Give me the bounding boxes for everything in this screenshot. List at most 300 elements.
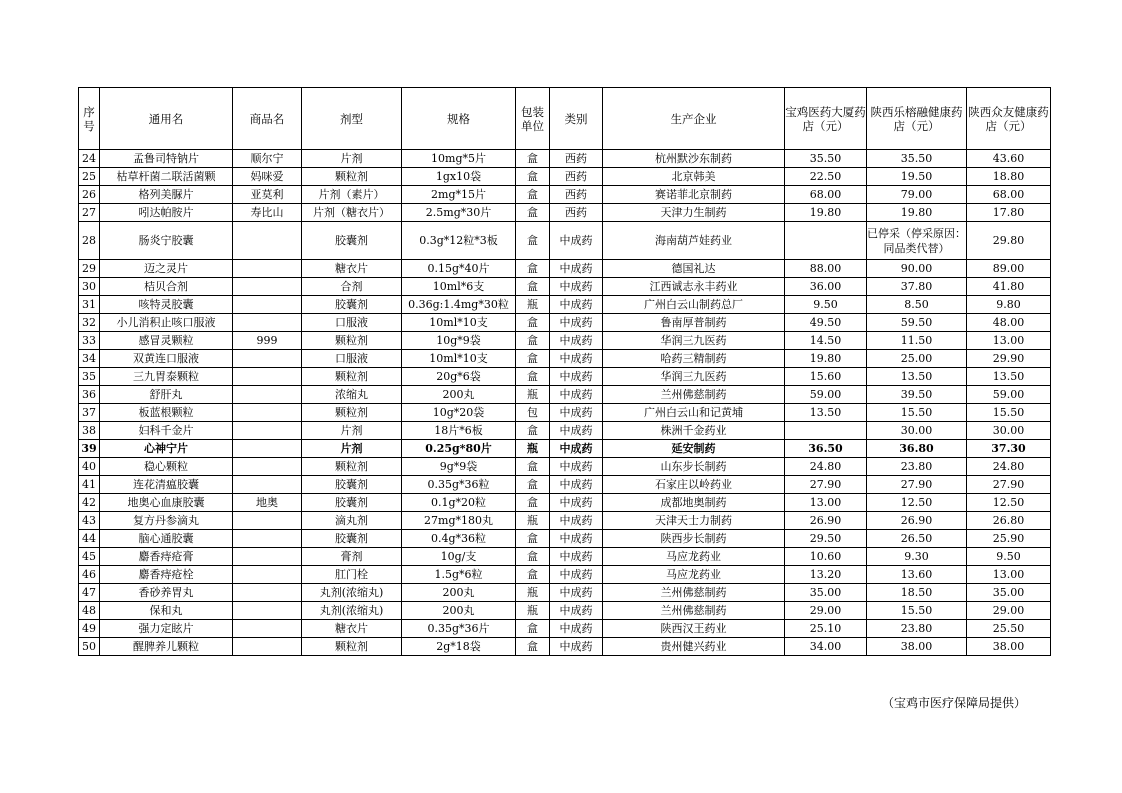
cell-store1-price: 36.50	[785, 440, 867, 458]
cell-category: 西药	[550, 186, 603, 204]
cell-store1-price: 35.50	[785, 150, 867, 168]
cell-generic-name: 复方丹参滴丸	[100, 512, 233, 530]
cell-store2-price: 27.90	[867, 476, 967, 494]
cell-brand-name	[233, 440, 302, 458]
cell-dosage-form: 颗粒剂	[302, 638, 402, 656]
cell-dosage-form: 膏剂	[302, 548, 402, 566]
col-header-category: 类别	[550, 88, 603, 150]
cell-spec: 1.5g*6粒	[402, 566, 516, 584]
cell-generic-name: 枯草杆菌二联活菌颗	[100, 168, 233, 186]
cell-spec: 18片*6板	[402, 422, 516, 440]
cell-store2-price: 12.50	[867, 494, 967, 512]
cell-store2-price: 36.80	[867, 440, 967, 458]
cell-spec: 10g*20袋	[402, 404, 516, 422]
cell-index: 26	[79, 186, 100, 204]
table-row	[79, 458, 1051, 476]
cell-index: 24	[79, 150, 100, 168]
table-row	[79, 404, 1051, 422]
table-row	[79, 548, 1051, 566]
cell-store2-price: 已停采（停采原因：同品类代替）	[867, 222, 967, 260]
cell-store3-price: 13.50	[967, 368, 1051, 386]
cell-store3-price: 29.80	[967, 222, 1051, 260]
table-row	[79, 204, 1051, 222]
cell-package-unit: 盒	[516, 548, 550, 566]
cell-manufacturer: 广州白云山和记黄埔	[603, 404, 785, 422]
cell-generic-name: 舒肝丸	[100, 386, 233, 404]
cell-package-unit: 包	[516, 404, 550, 422]
cell-index: 25	[79, 168, 100, 186]
cell-store3-price: 15.50	[967, 404, 1051, 422]
col-header-store2-price: 陕西乐榕融健康药店（元）	[867, 88, 967, 150]
cell-package-unit: 盒	[516, 222, 550, 260]
cell-manufacturer: 株洲千金药业	[603, 422, 785, 440]
cell-brand-name	[233, 404, 302, 422]
cell-store1-price: 29.50	[785, 530, 867, 548]
cell-manufacturer: 延安制药	[603, 440, 785, 458]
cell-package-unit: 盒	[516, 150, 550, 168]
cell-store1-price	[785, 222, 867, 260]
cell-index: 45	[79, 548, 100, 566]
cell-brand-name: 999	[233, 332, 302, 350]
col-header-store3-price: 陕西众友健康药店（元）	[967, 88, 1051, 150]
cell-dosage-form: 胶囊剂	[302, 476, 402, 494]
cell-spec: 2.5mg*30片	[402, 204, 516, 222]
cell-spec: 10ml*10支	[402, 314, 516, 332]
cell-brand-name	[233, 350, 302, 368]
table-row	[79, 260, 1051, 278]
cell-index: 32	[79, 314, 100, 332]
cell-store3-price: 30.00	[967, 422, 1051, 440]
cell-store2-price: 39.50	[867, 386, 967, 404]
cell-generic-name: 香砂养胃丸	[100, 584, 233, 602]
cell-category: 中成药	[550, 584, 603, 602]
cell-generic-name: 双黄连口服液	[100, 350, 233, 368]
table-row	[79, 186, 1051, 204]
cell-dosage-form: 胶囊剂	[302, 222, 402, 260]
cell-brand-name	[233, 530, 302, 548]
table-row	[79, 386, 1051, 404]
cell-generic-name: 保和丸	[100, 602, 233, 620]
cell-package-unit: 盒	[516, 168, 550, 186]
cell-index: 49	[79, 620, 100, 638]
cell-store3-price: 13.00	[967, 332, 1051, 350]
cell-store3-price: 38.00	[967, 638, 1051, 656]
cell-category: 中成药	[550, 368, 603, 386]
cell-package-unit: 盒	[516, 458, 550, 476]
cell-dosage-form: 颗粒剂	[302, 168, 402, 186]
cell-manufacturer: 马应龙药业	[603, 566, 785, 584]
cell-dosage-form: 丸剂(浓缩丸)	[302, 584, 402, 602]
cell-store3-price: 12.50	[967, 494, 1051, 512]
cell-store2-price: 26.50	[867, 530, 967, 548]
cell-store1-price: 88.00	[785, 260, 867, 278]
cell-package-unit: 盒	[516, 422, 550, 440]
cell-store1-price: 13.50	[785, 404, 867, 422]
cell-generic-name: 地奥心血康胶囊	[100, 494, 233, 512]
table-row	[79, 512, 1051, 530]
cell-store1-price: 27.90	[785, 476, 867, 494]
cell-store1-price: 14.50	[785, 332, 867, 350]
cell-store3-price: 35.00	[967, 584, 1051, 602]
cell-dosage-form: 肛门栓	[302, 566, 402, 584]
source-note: （宝鸡市医疗保障局提供）	[881, 696, 1026, 710]
table-row	[79, 332, 1051, 350]
col-header-package-unit: 包装单位	[516, 88, 550, 150]
cell-package-unit: 盒	[516, 620, 550, 638]
cell-dosage-form: 颗粒剂	[302, 368, 402, 386]
cell-package-unit: 瓶	[516, 512, 550, 530]
cell-store2-price: 37.80	[867, 278, 967, 296]
cell-index: 48	[79, 602, 100, 620]
cell-dosage-form: 合剂	[302, 278, 402, 296]
cell-index: 29	[79, 260, 100, 278]
cell-spec: 0.35g*36粒	[402, 476, 516, 494]
cell-category: 中成药	[550, 602, 603, 620]
cell-index: 50	[79, 638, 100, 656]
cell-manufacturer: 兰州佛慈制药	[603, 602, 785, 620]
cell-brand-name	[233, 584, 302, 602]
cell-dosage-form: 片剂	[302, 440, 402, 458]
cell-dosage-form: 胶囊剂	[302, 494, 402, 512]
cell-store1-price: 10.60	[785, 548, 867, 566]
table-row	[79, 150, 1051, 168]
cell-store2-price: 11.50	[867, 332, 967, 350]
cell-store2-price: 38.00	[867, 638, 967, 656]
cell-spec: 20g*6袋	[402, 368, 516, 386]
cell-dosage-form: 糖衣片	[302, 620, 402, 638]
cell-manufacturer: 华润三九医药	[603, 332, 785, 350]
cell-category: 中成药	[550, 620, 603, 638]
cell-generic-name: 三九胃泰颗粒	[100, 368, 233, 386]
cell-category: 中成药	[550, 530, 603, 548]
cell-package-unit: 盒	[516, 368, 550, 386]
cell-store3-price: 17.80	[967, 204, 1051, 222]
cell-manufacturer: 兰州佛慈制药	[603, 584, 785, 602]
cell-store3-price: 29.00	[967, 602, 1051, 620]
table-row	[79, 314, 1051, 332]
cell-generic-name: 孟鲁司特钠片	[100, 150, 233, 168]
cell-store2-price: 23.80	[867, 458, 967, 476]
cell-index: 44	[79, 530, 100, 548]
cell-spec: 0.36g:1.4mg*30粒	[402, 296, 516, 314]
cell-dosage-form: 片剂（素片）	[302, 186, 402, 204]
cell-store2-price: 90.00	[867, 260, 967, 278]
cell-store3-price: 41.80	[967, 278, 1051, 296]
cell-dosage-form: 颗粒剂	[302, 404, 402, 422]
col-header-spec: 规格	[402, 88, 516, 150]
cell-store3-price: 89.00	[967, 260, 1051, 278]
cell-brand-name	[233, 260, 302, 278]
cell-category: 中成药	[550, 548, 603, 566]
cell-store3-price: 48.00	[967, 314, 1051, 332]
cell-brand-name	[233, 620, 302, 638]
cell-category: 中成药	[550, 476, 603, 494]
cell-index: 35	[79, 368, 100, 386]
cell-index: 40	[79, 458, 100, 476]
cell-generic-name: 麝香痔疮膏	[100, 548, 233, 566]
cell-manufacturer: 北京韩美	[603, 168, 785, 186]
cell-store3-price: 9.50	[967, 548, 1051, 566]
cell-generic-name: 肠炎宁胶囊	[100, 222, 233, 260]
cell-brand-name	[233, 566, 302, 584]
cell-store2-price: 15.50	[867, 404, 967, 422]
cell-index: 37	[79, 404, 100, 422]
cell-spec: 2g*18袋	[402, 638, 516, 656]
table-row	[79, 620, 1051, 638]
cell-generic-name: 桔贝合剂	[100, 278, 233, 296]
cell-index: 47	[79, 584, 100, 602]
cell-store3-price: 29.90	[967, 350, 1051, 368]
cell-generic-name: 醒脾养儿颗粒	[100, 638, 233, 656]
cell-generic-name: 连花清瘟胶囊	[100, 476, 233, 494]
cell-package-unit: 盒	[516, 332, 550, 350]
cell-dosage-form: 口服液	[302, 314, 402, 332]
cell-index: 30	[79, 278, 100, 296]
cell-store2-price: 26.90	[867, 512, 967, 530]
cell-index: 46	[79, 566, 100, 584]
cell-package-unit: 瓶	[516, 296, 550, 314]
cell-spec: 0.35g*36片	[402, 620, 516, 638]
cell-index: 34	[79, 350, 100, 368]
cell-brand-name	[233, 638, 302, 656]
cell-manufacturer: 赛诺菲北京制药	[603, 186, 785, 204]
cell-index: 28	[79, 222, 100, 260]
drug-price-table	[78, 87, 1051, 656]
cell-brand-name	[233, 386, 302, 404]
cell-spec: 2mg*15片	[402, 186, 516, 204]
cell-store1-price: 9.50	[785, 296, 867, 314]
cell-manufacturer: 贵州健兴药业	[603, 638, 785, 656]
cell-category: 中成药	[550, 638, 603, 656]
table-row	[79, 638, 1051, 656]
cell-package-unit: 盒	[516, 494, 550, 512]
cell-dosage-form: 片剂	[302, 422, 402, 440]
cell-package-unit: 盒	[516, 476, 550, 494]
cell-category: 中成药	[550, 494, 603, 512]
col-header-dosage-form: 剂型	[302, 88, 402, 150]
cell-index: 33	[79, 332, 100, 350]
cell-store1-price: 19.80	[785, 350, 867, 368]
cell-store2-price: 79.00	[867, 186, 967, 204]
cell-spec: 0.15g*40片	[402, 260, 516, 278]
cell-category: 中成药	[550, 278, 603, 296]
cell-package-unit: 盒	[516, 566, 550, 584]
cell-store3-price: 26.80	[967, 512, 1051, 530]
cell-generic-name: 咳特灵胶囊	[100, 296, 233, 314]
cell-generic-name: 小儿消积止咳口服液	[100, 314, 233, 332]
cell-category: 中成药	[550, 566, 603, 584]
cell-store3-price: 25.50	[967, 620, 1051, 638]
cell-brand-name	[233, 548, 302, 566]
cell-category: 西药	[550, 168, 603, 186]
cell-manufacturer: 德国礼达	[603, 260, 785, 278]
cell-dosage-form: 颗粒剂	[302, 332, 402, 350]
cell-manufacturer: 成都地奥制药	[603, 494, 785, 512]
cell-package-unit: 瓶	[516, 386, 550, 404]
cell-brand-name: 地奥	[233, 494, 302, 512]
cell-dosage-form: 糖衣片	[302, 260, 402, 278]
cell-store1-price: 13.20	[785, 566, 867, 584]
cell-spec: 200丸	[402, 602, 516, 620]
cell-category: 西药	[550, 204, 603, 222]
cell-store3-price: 37.30	[967, 440, 1051, 458]
cell-package-unit: 盒	[516, 314, 550, 332]
cell-store3-price: 24.80	[967, 458, 1051, 476]
cell-spec: 9g*9袋	[402, 458, 516, 476]
cell-manufacturer: 石家庄以岭药业	[603, 476, 785, 494]
table-row	[79, 296, 1051, 314]
col-header-manufacturer: 生产企业	[603, 88, 785, 150]
cell-dosage-form: 片剂（糖衣片）	[302, 204, 402, 222]
cell-brand-name: 妈咪爱	[233, 168, 302, 186]
cell-brand-name: 亚莫利	[233, 186, 302, 204]
cell-dosage-form: 片剂	[302, 150, 402, 168]
cell-generic-name: 稳心颗粒	[100, 458, 233, 476]
table-row	[79, 476, 1051, 494]
col-header-index: 序号	[79, 88, 100, 150]
cell-generic-name: 格列美脲片	[100, 186, 233, 204]
cell-store3-price: 25.90	[967, 530, 1051, 548]
table-header-row	[79, 88, 1051, 150]
cell-brand-name	[233, 512, 302, 530]
cell-brand-name: 寿比山	[233, 204, 302, 222]
cell-spec: 0.1g*20粒	[402, 494, 516, 512]
table-row	[79, 602, 1051, 620]
cell-index: 43	[79, 512, 100, 530]
cell-category: 中成药	[550, 314, 603, 332]
cell-manufacturer: 鲁南厚普制药	[603, 314, 785, 332]
cell-manufacturer: 兰州佛慈制药	[603, 386, 785, 404]
cell-store2-price: 30.00	[867, 422, 967, 440]
cell-category: 中成药	[550, 512, 603, 530]
cell-store1-price: 13.00	[785, 494, 867, 512]
cell-index: 39	[79, 440, 100, 458]
cell-store1-price	[785, 422, 867, 440]
col-header-brand-name: 商品名	[233, 88, 302, 150]
cell-store1-price: 25.10	[785, 620, 867, 638]
table-row	[79, 440, 1051, 458]
table-row	[79, 566, 1051, 584]
cell-dosage-form: 滴丸剂	[302, 512, 402, 530]
cell-category: 中成药	[550, 440, 603, 458]
cell-category: 中成药	[550, 422, 603, 440]
table-row	[79, 530, 1051, 548]
cell-brand-name	[233, 458, 302, 476]
cell-store2-price: 8.50	[867, 296, 967, 314]
table-row	[79, 422, 1051, 440]
cell-store2-price: 25.00	[867, 350, 967, 368]
table-row	[79, 494, 1051, 512]
cell-spec: 10mg*5片	[402, 150, 516, 168]
cell-brand-name	[233, 278, 302, 296]
cell-dosage-form: 丸剂(浓缩丸)	[302, 602, 402, 620]
cell-package-unit: 盒	[516, 260, 550, 278]
cell-manufacturer: 哈药三精制药	[603, 350, 785, 368]
cell-store2-price: 18.50	[867, 584, 967, 602]
cell-store1-price: 59.00	[785, 386, 867, 404]
cell-package-unit: 瓶	[516, 602, 550, 620]
cell-store1-price: 26.90	[785, 512, 867, 530]
cell-store3-price: 27.90	[967, 476, 1051, 494]
cell-package-unit: 瓶	[516, 584, 550, 602]
cell-spec: 0.4g*36粒	[402, 530, 516, 548]
cell-manufacturer: 天津力生制药	[603, 204, 785, 222]
cell-store3-price: 43.60	[967, 150, 1051, 168]
cell-brand-name	[233, 602, 302, 620]
cell-manufacturer: 华润三九医药	[603, 368, 785, 386]
cell-index: 36	[79, 386, 100, 404]
cell-spec: 200丸	[402, 584, 516, 602]
cell-store1-price: 15.60	[785, 368, 867, 386]
cell-package-unit: 盒	[516, 204, 550, 222]
cell-category: 中成药	[550, 260, 603, 278]
cell-package-unit: 盒	[516, 186, 550, 204]
col-header-generic-name: 通用名	[100, 88, 233, 150]
cell-store3-price: 18.80	[967, 168, 1051, 186]
cell-spec: 10ml*6支	[402, 278, 516, 296]
cell-index: 38	[79, 422, 100, 440]
cell-manufacturer: 杭州默沙东制药	[603, 150, 785, 168]
cell-store1-price: 29.00	[785, 602, 867, 620]
cell-spec: 200丸	[402, 386, 516, 404]
cell-generic-name: 脑心通胶囊	[100, 530, 233, 548]
cell-store2-price: 15.50	[867, 602, 967, 620]
cell-store2-price: 19.80	[867, 204, 967, 222]
cell-category: 中成药	[550, 404, 603, 422]
cell-store1-price: 35.00	[785, 584, 867, 602]
cell-store1-price: 22.50	[785, 168, 867, 186]
cell-store3-price: 59.00	[967, 386, 1051, 404]
cell-brand-name	[233, 368, 302, 386]
cell-store3-price: 13.00	[967, 566, 1051, 584]
cell-store2-price: 19.50	[867, 168, 967, 186]
table-row	[79, 368, 1051, 386]
table-row	[79, 278, 1051, 296]
table-row	[79, 168, 1051, 186]
cell-generic-name: 吲达帕胺片	[100, 204, 233, 222]
cell-brand-name	[233, 314, 302, 332]
table-row	[79, 584, 1051, 602]
cell-brand-name	[233, 222, 302, 260]
cell-category: 中成药	[550, 332, 603, 350]
cell-spec: 10ml*10支	[402, 350, 516, 368]
cell-manufacturer: 天津天士力制药	[603, 512, 785, 530]
cell-spec: 10g*9袋	[402, 332, 516, 350]
cell-store2-price: 9.30	[867, 548, 967, 566]
table-row	[79, 350, 1051, 368]
cell-index: 27	[79, 204, 100, 222]
cell-spec: 27mg*180丸	[402, 512, 516, 530]
cell-package-unit: 盒	[516, 638, 550, 656]
cell-generic-name: 感冒灵颗粒	[100, 332, 233, 350]
cell-spec: 10g/支	[402, 548, 516, 566]
cell-store1-price: 49.50	[785, 314, 867, 332]
cell-store1-price: 24.80	[785, 458, 867, 476]
cell-manufacturer: 陕西步长制药	[603, 530, 785, 548]
cell-dosage-form: 浓缩丸	[302, 386, 402, 404]
cell-generic-name: 妇科千金片	[100, 422, 233, 440]
cell-category: 中成药	[550, 296, 603, 314]
cell-generic-name: 强力定眩片	[100, 620, 233, 638]
cell-index: 42	[79, 494, 100, 512]
cell-generic-name: 迈之灵片	[100, 260, 233, 278]
cell-category: 中成药	[550, 458, 603, 476]
cell-generic-name: 麝香痔疮栓	[100, 566, 233, 584]
cell-spec: 0.3g*12粒*3板	[402, 222, 516, 260]
cell-store1-price: 34.00	[785, 638, 867, 656]
cell-brand-name	[233, 296, 302, 314]
cell-store1-price: 19.80	[785, 204, 867, 222]
